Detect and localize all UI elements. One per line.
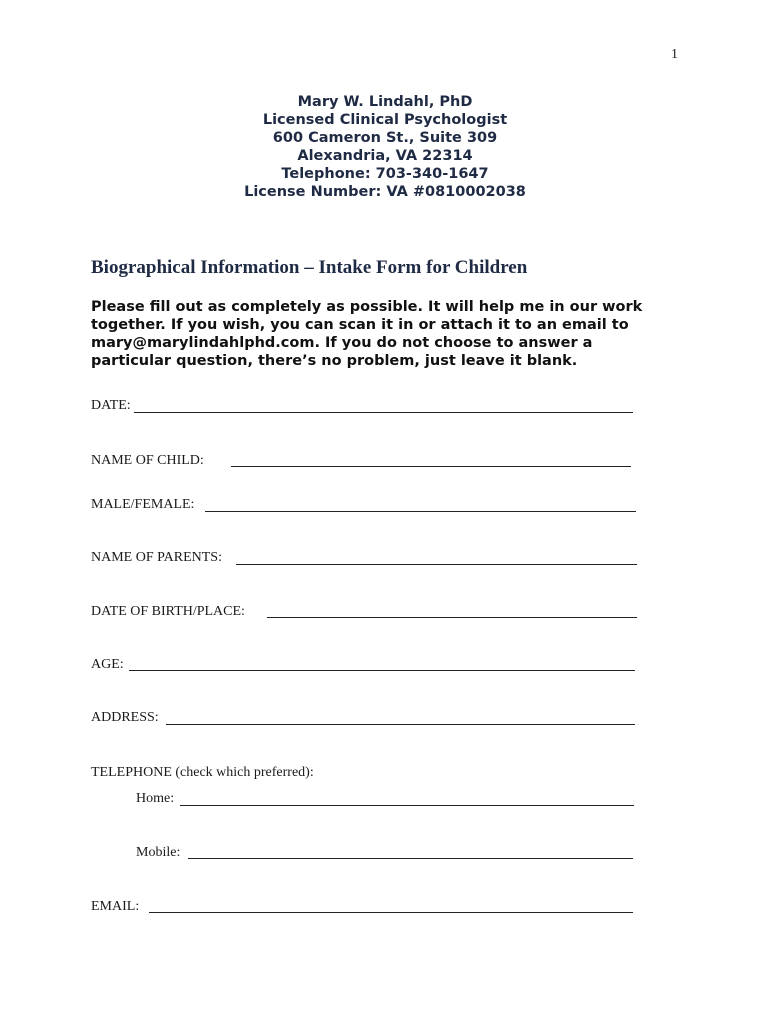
intro-line: together. If you wish, you can scan it in or attach it to an email to [91,317,629,333]
email-field[interactable] [149,912,633,913]
page-number: 1 [671,47,678,62]
home-phone-label: Home: [136,791,175,806]
child-name-label: NAME OF CHILD: [91,453,204,468]
form-title: Biographical Information – Intake Form for Children [91,257,528,278]
age-label: AGE: [91,657,124,672]
city-state-zip: Alexandria, VA 22314 [297,148,473,164]
practitioner-title: Licensed Clinical Psychologist [262,112,508,128]
address-label: ADDRESS: [91,710,159,725]
telephone-label: TELEPHONE (check which preferred): [91,765,314,780]
date-field[interactable] [134,412,633,413]
intro-paragraph [91,298,691,370]
sex-field[interactable] [205,511,636,512]
child-name-field[interactable] [231,466,631,467]
birth-field[interactable] [267,617,637,618]
email-label: EMAIL: [91,899,140,914]
license-number: License Number: VA #0810002038 [244,184,526,200]
letterhead [0,93,770,201]
address-field[interactable] [166,724,635,725]
date-label: DATE: [91,398,131,413]
mobile-phone-field[interactable] [188,858,633,859]
street-address: 600 Cameron St., Suite 309 [272,130,498,146]
practice-telephone: Telephone: 703-340-1647 [281,166,489,182]
intro-line: Please fill out as completely as possible. It will help me in our work [91,299,643,315]
parents-label: NAME OF PARENTS: [91,550,222,565]
home-phone-field[interactable] [180,805,634,806]
practitioner-name: Mary W. Lindahl, PhD [297,94,473,110]
birth-label: DATE OF BIRTH/PLACE: [91,604,245,619]
parents-field[interactable] [236,564,637,565]
sex-label: MALE/FEMALE: [91,497,195,512]
intro-line: particular question, there’s no problem, just leave it blank. [91,353,578,369]
intro-line: mary@marylindahlphd.com. If you do not choose to answer a [91,335,593,351]
age-field[interactable] [129,670,635,671]
mobile-phone-label: Mobile: [136,845,181,860]
